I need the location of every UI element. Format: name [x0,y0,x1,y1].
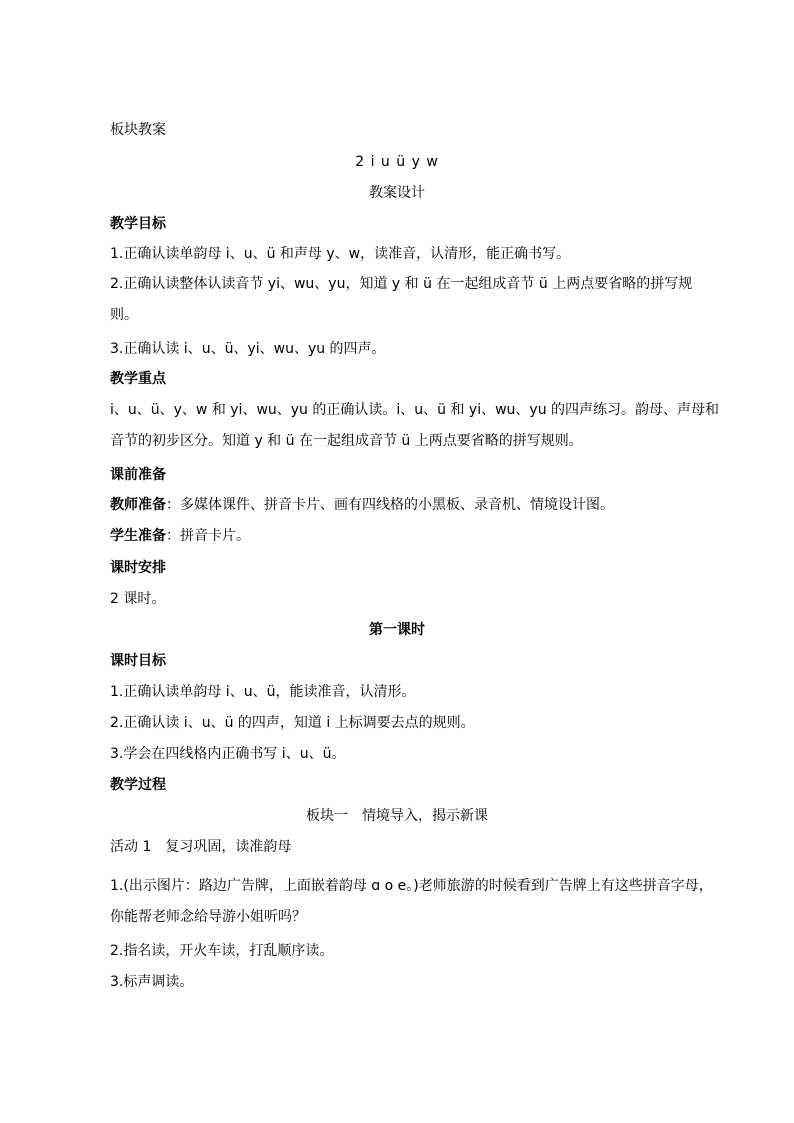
section-heading-goals: 教学目标 [110,216,166,232]
lesson-goal-2: 2.正确认读 i、u、ü 的四声，知道 i 上标调要去点的规则。 [110,715,475,731]
section-heading-key: 教学重点 [110,371,166,387]
student-prep-label: 学生准备 [110,528,166,544]
lesson-title: 2 i u ü y w [355,154,439,170]
student-prep-text: ：拼音卡片。 [166,528,250,544]
time-text: 2 课时。 [110,591,166,607]
section-heading-prep: 课前准备 [110,467,166,483]
student-prep [110,526,250,546]
section-heading-time: 课时安排 [110,560,166,576]
goal-item-2: 2.正确认读整体认读音节 yi、wu、yu，知道 y 和 ü 在一起组成音节 ü 上两点要省略的拼写规则。 [110,276,693,323]
teacher-prep-text: ：多媒体课件、拼音卡片、画有四线格的小黑板、录音机、情境设计图。 [166,497,614,513]
lesson-goal-1: 1.正确认读单韵母 i、u、ü，能读准音，认清形。 [110,684,416,700]
activity-one-heading: 活动 1 复习巩固，读准韵母 [110,839,292,855]
doc-header: 板块教案 [110,122,166,138]
process-step-3: 3.标声调读。 [110,974,194,990]
teacher-prep-label: 教师准备 [110,497,166,513]
process-step-1: 1.(出示图片：路边广告牌，上面嵌着韵母 ɑ o e。)老师旅游的时候看到广告牌上有这些拼音字母，你能帮老师念给导游小姐听吗？ [110,878,713,925]
goal-item-1: 1.正确认读单韵母 i、u、ü 和声母 y、w，读准音，认清形，能正确书写。 [110,246,571,262]
teacher-prep [110,495,614,515]
goal-item-3: 3.正确认读 i、u、ü、yi、wu、yu 的四声。 [110,341,386,357]
process-step-2: 2.指名读，开火车读，打乱顺序读。 [110,943,334,959]
doc-subtitle: 教案设计 [369,185,425,201]
lesson-goal-3: 3.学会在四线格内正确书写 i、u、ü。 [110,746,346,762]
key-points-text: i、u、ü、y、w 和 yi、wu、yu 的正确认读。i、u、ü 和 yi、wu、yu 的四声练习。韵母、声母和音节的初步区分。知道 y 和 ü 在一起组成音节 ü 上两点要省略的拼写规则。 [110,402,720,449]
lesson-one-heading: 第一课时 [369,622,425,638]
block-one-heading: 板块一 情境导入，揭示新课 [306,808,488,824]
section-heading-lesson-goals: 课时目标 [110,653,166,669]
section-heading-process: 教学过程 [110,777,166,793]
